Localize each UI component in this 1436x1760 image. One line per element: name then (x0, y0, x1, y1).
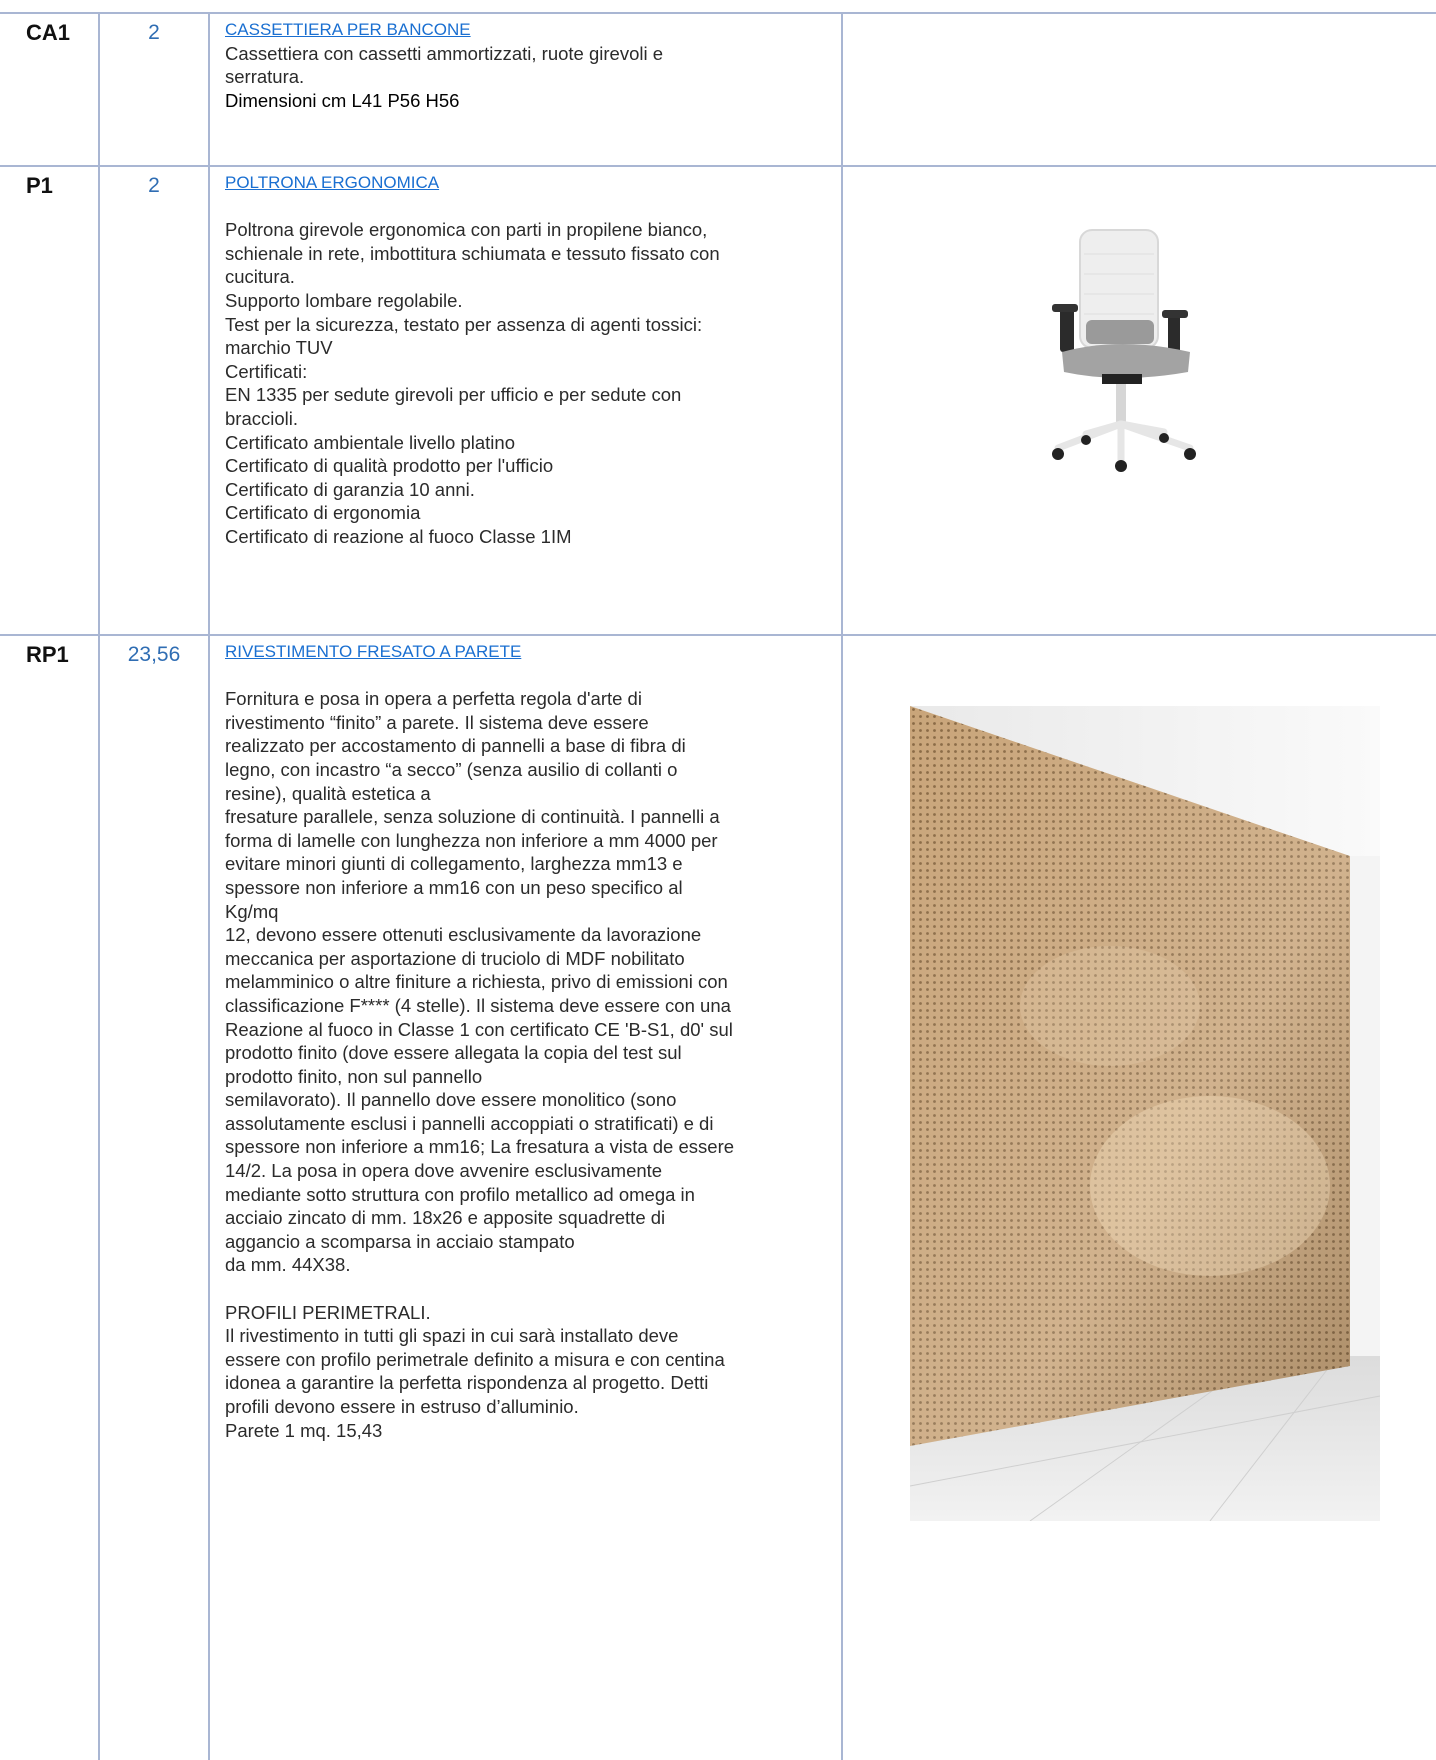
description-line: Certificato di reazione al fuoco Classe 1IM (225, 525, 572, 547)
column-divider (98, 12, 100, 1760)
description-line: prodotto finito, non sul pannello (225, 1065, 483, 1087)
column-divider (208, 12, 210, 1760)
description-line: PROFILI PERIMETRALI. (225, 1301, 431, 1323)
item-title-link[interactable]: RIVESTIMENTO FRESATO A PARETE (225, 642, 522, 661)
description-line: idonea a garantire la perfetta rispondenza al progetto. Detti (225, 1372, 709, 1394)
description-line: assolutamente esclusi i pannelli accoppiati o stratificati) e di (225, 1112, 714, 1134)
chair-illustration (1040, 224, 1220, 474)
description-line: spessore non inferiore a mm16; La fresatura a vista de essere (225, 1136, 735, 1158)
description-line: aggancio a scomparsa in acciaio stampato (225, 1230, 575, 1252)
description-line: EN 1335 per sedute girevoli per ufficio e per sedute con (225, 384, 682, 406)
item-description (225, 640, 835, 1442)
description-line: Fornitura e posa in opera a perfetta regola d'arte di (225, 688, 642, 710)
item-title-link[interactable]: CASSETTIERA PER BANCONE (225, 20, 471, 39)
description-line: Certificato ambientale livello platino (225, 431, 515, 453)
item-quantity: 23,56 (127, 643, 181, 666)
description-line: fresature parallele, senza soluzione di continuità. I pannelli a (225, 806, 720, 828)
description-line: Cassettiera con cassetti ammortizzati, ruote girevoli e (225, 42, 664, 64)
description-line: Certificato di garanzia 10 anni. (225, 478, 475, 500)
description-line: Test per la sicurezza, testato per assenza di agenti tossici: (225, 313, 703, 335)
description-line: Certificato di ergonomia (225, 502, 421, 524)
description-line: evitare minori giunti di collegamento, larghezza mm13 e (225, 853, 683, 875)
description-line: braccioli. (225, 407, 298, 429)
description-line: schienale in rete, imbottitura schiumata e tessuto fissato con (225, 242, 720, 264)
description-line (225, 664, 835, 688)
office-chair-image (1040, 224, 1220, 474)
description-line (225, 195, 835, 219)
description-line: classificazione F**** (4 stelle). Il sistema deve essere con una (225, 994, 731, 1016)
item-description (225, 18, 835, 112)
description-line: legno, con incastro “a secco” (senza ausilio di collanti o (225, 758, 678, 780)
item-code: RP1 (26, 642, 69, 667)
description-line: 14/2. La posa in opera dove avvenire esclusivamente (225, 1160, 663, 1182)
description-line: 12, devono essere ottenuti esclusivamente da lavorazione (225, 924, 702, 946)
description-line: Certificati: (225, 360, 308, 382)
item-quantity: 2 (148, 174, 160, 197)
wall-panel-image (910, 706, 1380, 1521)
description-line: Parete 1 mq. 15,43 (225, 1419, 383, 1441)
description-line: realizzato per accostamento di pannelli a base di fibra di (225, 735, 686, 757)
description-line: essere con profilo perimetrale definito a misura e con centina (225, 1348, 725, 1370)
description-line: Reazione al fuoco in Classe 1 con certificato CE 'B-S1, d0' sul (225, 1018, 733, 1040)
description-line: serratura. (225, 66, 305, 88)
column-divider (841, 12, 843, 1760)
item-title-link[interactable]: POLTRONA ERGONOMICA (225, 173, 440, 192)
description-line: spessore non inferiore a mm16 con un peso specifico al (225, 876, 683, 898)
description-line: acciaio zincato di mm. 18x26 e apposite squadrette di (225, 1207, 666, 1229)
description-line: marchio TUV (225, 337, 333, 359)
description-line: prodotto finito (dove essere allegata la copia del test sul (225, 1042, 682, 1064)
description-line: meccanica per asportazione di truciolo di MDF nobilitato (225, 947, 685, 969)
description-line: Kg/mq (225, 900, 279, 922)
description-line: melamminico o altre finiture a richiesta, privo di emissioni con (225, 971, 728, 993)
item-code: P1 (26, 173, 53, 198)
description-line: Supporto lombare regolabile. (225, 289, 463, 311)
description-line: profili devono essere in estruso d’alluminio. (225, 1396, 579, 1417)
description-line: cucitura. (225, 266, 295, 288)
row-divider (0, 165, 1436, 167)
description-line: mediante sotto struttura con profilo metallico ad omega in (225, 1183, 695, 1205)
description-line: semilavorato). Il pannello dove essere monolitico (sono (225, 1089, 677, 1111)
description-line (225, 1277, 835, 1301)
table-top-border (0, 12, 1436, 14)
description-line: Il rivestimento in tutti gli spazi in cui sarà installato deve (225, 1325, 679, 1347)
item-code: CA1 (26, 20, 71, 45)
wall-panel-illustration (910, 706, 1380, 1521)
description-line: forma di lamelle con lunghezza non inferiore a mm 4000 per (225, 829, 718, 851)
description-line: da mm. 44X38. (225, 1254, 351, 1276)
description-line: rivestimento “finito” a parete. Il sistema deve essere (225, 711, 649, 733)
description-line: Dimensioni cm L41 P56 H56 (225, 89, 460, 111)
item-description (225, 171, 835, 549)
description-line: resine), qualità estetica a (225, 782, 431, 804)
row-divider (0, 634, 1436, 636)
description-line: Poltrona girevole ergonomica con parti in propilene bianco, (225, 219, 708, 241)
description-line: Certificato di qualità prodotto per l'ufficio (225, 455, 554, 477)
item-quantity: 2 (148, 21, 160, 44)
